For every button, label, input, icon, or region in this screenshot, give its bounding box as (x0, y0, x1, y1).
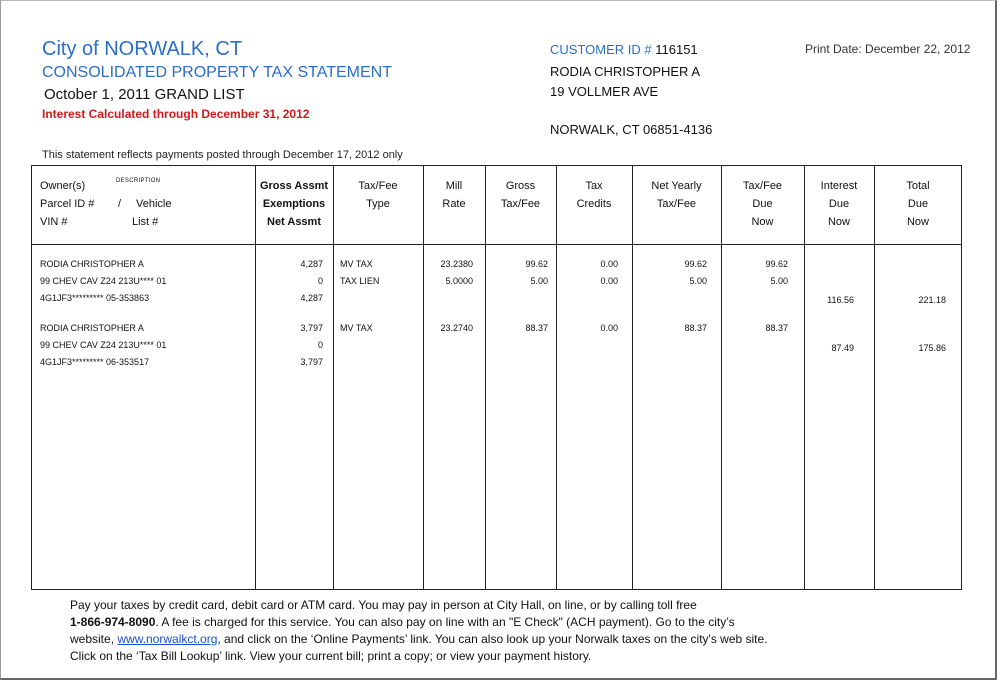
col-divider (632, 166, 633, 589)
footer-line-2-text: . A fee is charged for this service. You can also pay on line with an "E Check" (ACH payment). Go to the city’s (155, 615, 735, 629)
record-exemptions: 0 (317, 276, 323, 286)
header-assessment: Gross Assmt Exemptions Net Assmt (259, 180, 329, 228)
record-net-yearly: 5.00 (689, 276, 707, 286)
header-total: Total Due Now (906, 180, 930, 228)
record-vin: 4G1JF3********* 06-353517 (40, 357, 150, 367)
col-divider (423, 166, 424, 589)
payment-instructions (70, 597, 950, 665)
record-mill-rate: 23.2740 (440, 323, 473, 333)
record-net-yearly: 99.62 (684, 259, 707, 269)
website-link[interactable]: www.norwalkct.org (117, 632, 218, 646)
record-gross-tax: 5.00 (530, 276, 548, 286)
customer-name: RODIA CHRISTOPHER A (550, 64, 701, 79)
footer-line-3 (70, 631, 950, 648)
header-vehicle: Vehicle (136, 198, 172, 210)
record-due-now: 5.00 (770, 276, 788, 286)
customer-id-line (550, 42, 698, 57)
header-owner: Owner(s) Parcel ID # VIN # (40, 180, 95, 228)
record-due-now: 88.37 (765, 323, 788, 333)
statement-title: CONSOLIDATED PROPERTY TAX STATEMENT (42, 64, 392, 81)
customer-city: NORWALK, CT 06851-4136 (550, 122, 713, 137)
header-mill: Mill Rate (442, 180, 466, 210)
record-interest-due: 87.49 (831, 343, 854, 353)
col-divider (485, 166, 486, 589)
record-gross-assmt: 3,797 (300, 323, 323, 333)
header-due-now: Tax/Fee Due Now (742, 180, 783, 228)
toll-free-phone: 1-866-974-8090 (70, 615, 156, 629)
record-owner: RODIA CHRISTOPHER A (40, 259, 144, 269)
header-credits: Tax Credits (576, 180, 612, 210)
record-net-assmt: 3,797 (300, 357, 323, 367)
record-credits: 0.00 (600, 276, 618, 286)
record-credits: 0.00 (600, 259, 618, 269)
footer-line-1: Pay your taxes by credit card, debit card or ATM card. You may pay in person at City Hall, on line, or by calling toll free (70, 598, 697, 612)
record-vehicle: 99 CHEV CAV Z24 213U**** 01 (40, 340, 167, 350)
record-exemptions: 0 (317, 340, 323, 350)
record-vehicle: 99 CHEV CAV Z24 213U**** 01 (40, 276, 167, 286)
record-mill-rate: 23.2380 (440, 259, 473, 269)
header-type: Tax/Fee Type (358, 180, 398, 210)
header-gross: Gross Tax/Fee (500, 180, 541, 210)
record-net-assmt: 4,287 (300, 293, 323, 303)
record-gross-tax: 99.62 (525, 259, 548, 269)
record-credits: 0.00 (600, 323, 618, 333)
customer-address: 19 VOLLMER AVE (550, 84, 659, 99)
record-type: MV TAX (340, 323, 373, 333)
col-divider (556, 166, 557, 589)
customer-id-label: CUSTOMER ID # (550, 42, 652, 57)
header-list: List # (132, 216, 159, 228)
header-net-yearly: Net Yearly Tax/Fee (651, 180, 702, 210)
record-owner: RODIA CHRISTOPHER A (40, 323, 144, 333)
city-title: City of NORWALK, CT (42, 38, 243, 60)
record-due-now: 99.62 (765, 259, 788, 269)
footer-line-4: Click on the ‘Tax Bill Lookup’ link. View your current bill; print a copy; or view your payment history. (70, 649, 592, 663)
record-type: MV TAX (340, 259, 373, 269)
footer-line-3-pre: website, (70, 632, 118, 646)
footer-line-2 (70, 614, 950, 631)
record-gross-assmt: 4,287 (300, 259, 323, 269)
grand-list: October 1, 2011 GRAND LIST (44, 86, 245, 103)
header-divider (32, 244, 961, 245)
print-date: Print Date: December 22, 2012 (805, 42, 971, 56)
record-interest-due: 116.56 (827, 295, 854, 305)
record-total-due: 221.18 (918, 295, 946, 305)
payments-note: This statement reflects payments posted through December 17, 2012 only (42, 149, 403, 161)
footer-line-3-post: , and click on the ‘Online Payments’ link. You can also look up your Norwalk taxes on the city's web site. (217, 632, 768, 646)
col-divider (333, 166, 334, 589)
interest-note: Interest Calculated through December 31, 2012 (42, 107, 310, 121)
header-slash: / (118, 198, 122, 210)
record-vin: 4G1JF3********* 05-353863 (40, 293, 150, 303)
record-gross-tax: 88.37 (525, 323, 548, 333)
header-interest: Interest Due Now (820, 180, 858, 228)
record-type: TAX LIEN (340, 276, 380, 286)
record-total-due: 175.86 (918, 343, 946, 353)
tax-table (31, 165, 962, 590)
customer-id-value: 116151 (655, 42, 698, 57)
record-net-yearly: 88.37 (684, 323, 707, 333)
description-tag: DESCRIPTION (116, 178, 161, 184)
record-mill-rate: 5.0000 (445, 276, 473, 286)
